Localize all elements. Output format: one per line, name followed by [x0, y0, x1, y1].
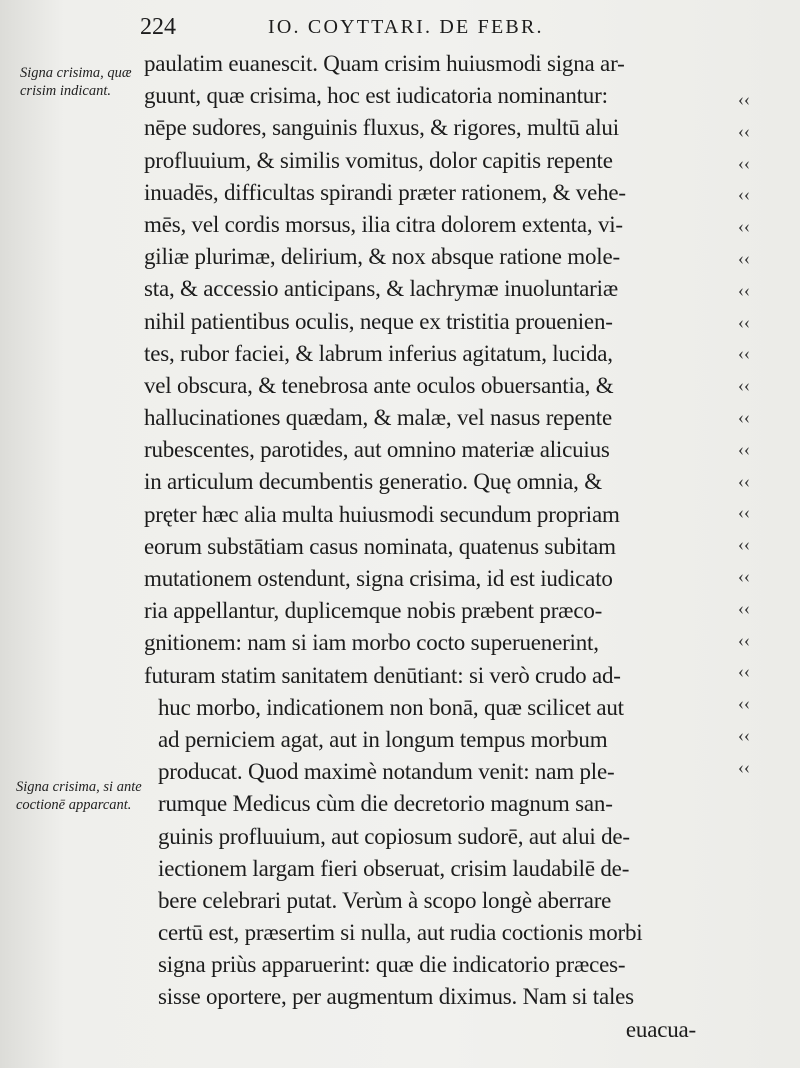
quote-mark: ‹‹ — [738, 247, 750, 268]
text-line: vel obscura, & tenebrosa ante oculos obuersantia, & — [144, 372, 614, 398]
text-line: mutationem ostendunt, signa crisima, id est iudicato — [144, 566, 613, 591]
quote-mark: ‹‹ — [738, 89, 750, 109]
quote-mark: ‹‹ — [738, 629, 750, 650]
running-head: IO. COYTTARI. DE FEBR. — [268, 16, 544, 38]
quote-mark: ‹‹ — [738, 375, 750, 396]
page-header — [140, 14, 700, 46]
text-line: mēs, vel cordis morsus, ilia citra dolorem extenta, vi- — [144, 211, 623, 237]
quotation-marks-column — [738, 84, 778, 784]
quote-mark: ‹‹ — [738, 597, 750, 618]
quote-mark: ‹‹ — [738, 216, 750, 237]
quote-mark: ‹‹ — [738, 279, 750, 300]
text-line: iectionem largam fieri obseruat, crisim laudabilē de- — [158, 855, 630, 881]
quote-mark: ‹‹ — [738, 184, 750, 205]
quote-mark: ‹‹ — [738, 693, 750, 714]
quote-mark: ‹‹ — [738, 534, 750, 555]
text-line: hallucinationes quædam, & malæ, vel nasus repente — [144, 405, 612, 431]
text-line: eorum substātiam casus nominata, quatenus subitam — [144, 533, 616, 559]
quote-mark: ‹‹ — [738, 724, 750, 745]
text-line: rumque Medicus cùm die decretorio magnum san- — [158, 791, 613, 817]
text-line: giliæ plurimæ, delirium, & nox absque ratione mole- — [144, 244, 620, 270]
quote-mark: ‹‹ — [738, 438, 750, 459]
margin-note: Signa crisima, quæ crisim indicant. — [20, 65, 132, 99]
text-line: bere celebrari putat. Verùm à scopo longè aberrare — [158, 887, 612, 913]
text-line: in articulum decumbentis generatio. Quę omnia, & — [144, 469, 602, 495]
text-line: pręter hæc alia multa huiusmodi secundum propriam — [144, 501, 620, 527]
quote-mark: ‹‹ — [738, 120, 750, 141]
text-line: sisse oportere, per augmentum diximus. Nam si tales — [158, 984, 634, 1010]
text-line: huc morbo, indicationem non bonā, quæ scilicet aut — [158, 694, 624, 720]
text-line: tes, rubor faciei, & labrum inferius agitatum, lucida, — [144, 340, 613, 366]
text-line: futuram statim sanitatem denūtiant: si verò crudo ad- — [144, 662, 621, 688]
text-line: rubescentes, parotides, aut omnino materiæ alicuius — [144, 437, 610, 463]
text-line: signa priùs apparuerint: quæ die indicatorio præces- — [158, 952, 626, 978]
quote-mark: ‹‹ — [738, 756, 750, 777]
text-line: gnitionem: nam si iam morbo cocto superuenerint, — [144, 630, 599, 656]
quote-mark: ‹‹ — [738, 565, 750, 586]
text-line: nihil patientibus oculis, neque ex tristitia prouenien- — [144, 308, 613, 334]
quote-mark: ‹‹ — [738, 661, 750, 682]
body-text — [144, 48, 744, 1046]
margin-note: Signa crisima, si ante coctionē apparcant. — [16, 779, 142, 813]
text-line: sta, & accessio anticipans, & lachrymæ inuoluntariæ — [144, 276, 618, 302]
text-line: ad perniciem agat, aut in longum tempus morbum — [158, 726, 608, 752]
quote-mark: ‹‹ — [738, 502, 750, 523]
text-line: guinis profluuium, aut copiosum sudorē, aut alui de- — [158, 823, 630, 849]
text-line: ria appellantur, duplicemque nobis præbent præco- — [144, 598, 603, 624]
text-line: nēpe sudores, sanguinis fluxus, & rigores, multū alui — [144, 115, 619, 141]
text-line: certū est, præsertim si nulla, aut rudia coctionis morbi — [158, 920, 643, 946]
text-line: guunt, quæ crisima, hoc est iudicatoria nominantur: — [144, 83, 608, 109]
text-line: producat. Quod maximè notandum venit: nam ple- — [158, 759, 615, 785]
page-number: 224 — [140, 14, 176, 40]
quote-mark: ‹‹ — [738, 152, 750, 173]
text-line: profluuium, & similis vomitus, dolor capitis repente — [144, 147, 613, 173]
text-line: paulatim euanescit. Quam crisim huiusmodi signa ar- — [144, 51, 625, 76]
quote-mark: ‹‹ — [738, 311, 750, 332]
text-line: inuadēs, difficultas spirandi præter rationem, & vehe- — [144, 179, 626, 205]
catchword: euacua- — [625, 1016, 696, 1042]
quote-mark: ‹‹ — [738, 343, 750, 364]
quote-mark: ‹‹ — [738, 406, 750, 427]
quote-mark: ‹‹ — [738, 470, 750, 491]
